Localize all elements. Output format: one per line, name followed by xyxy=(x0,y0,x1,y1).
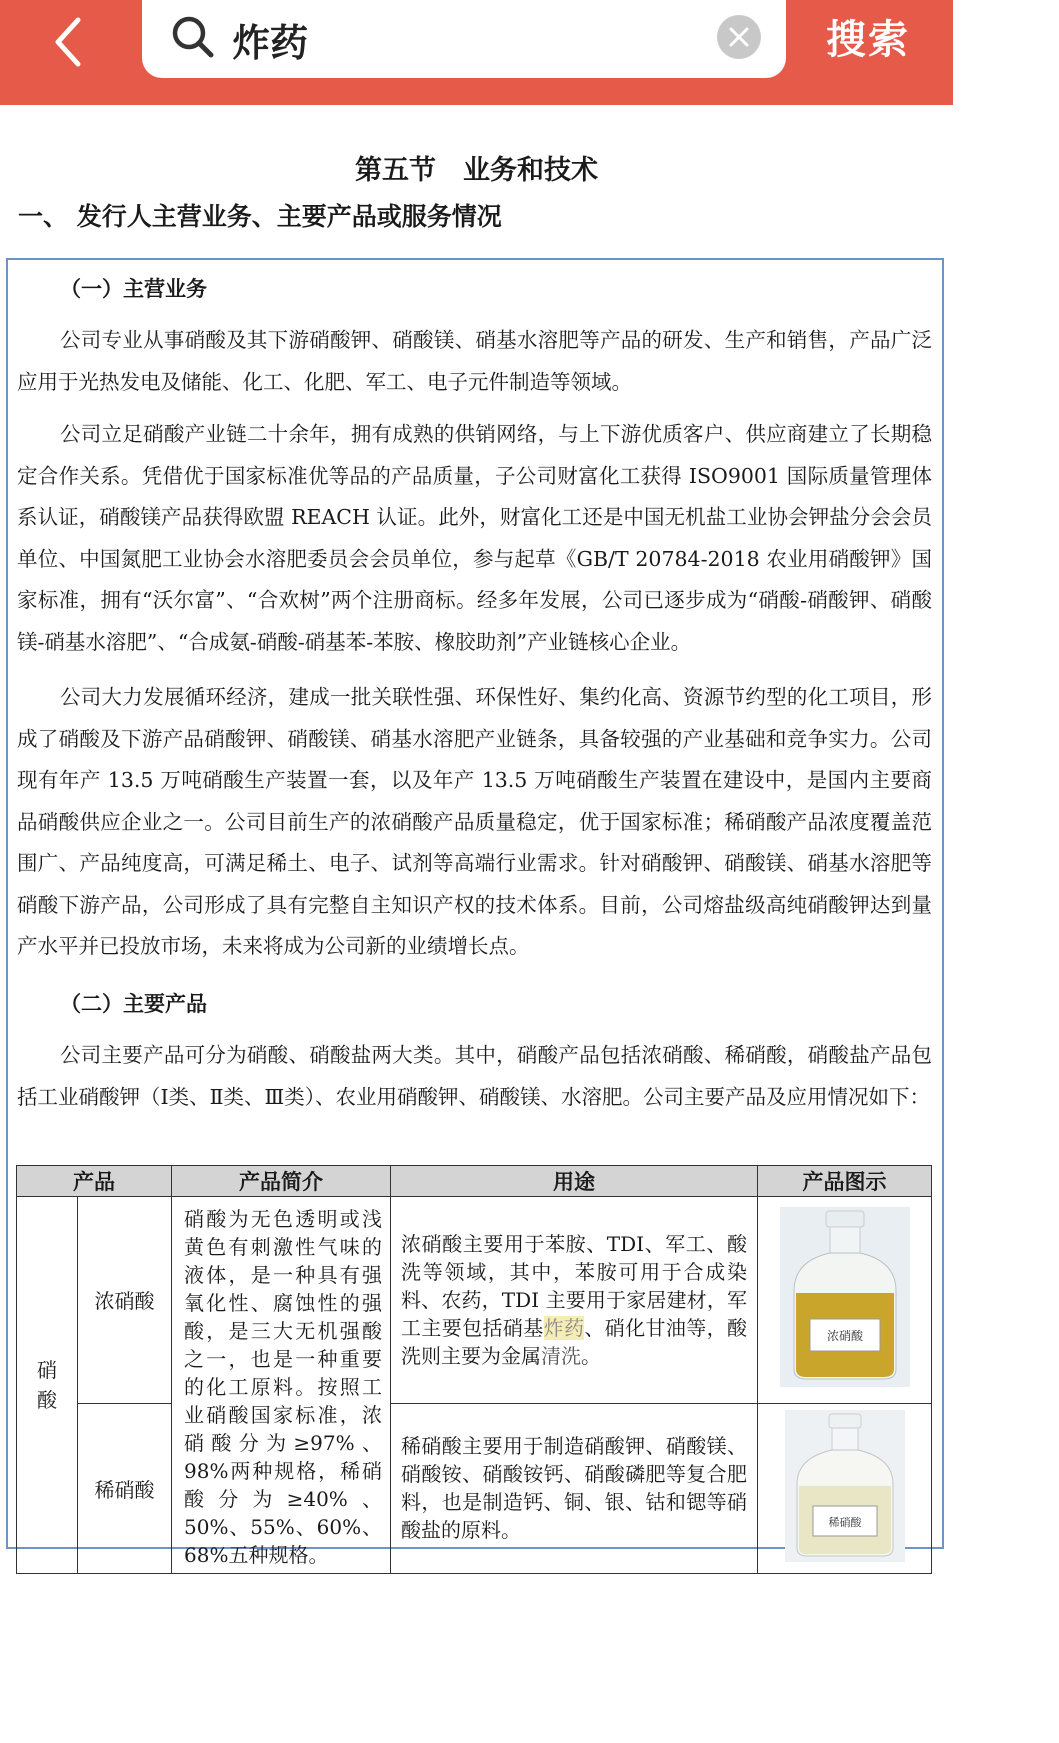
chevron-left-icon xyxy=(40,10,100,74)
section-title: 第五节 业务和技术 xyxy=(355,155,598,186)
clear-button[interactable] xyxy=(717,15,761,59)
header-description: 产品简介 xyxy=(172,1166,391,1197)
search-icon xyxy=(170,14,216,60)
product-name: 浓硝酸 xyxy=(78,1197,172,1404)
search-box xyxy=(142,0,786,78)
paragraph: 公司立足硝酸产业链二十余年，拥有成熟的供销网络，与上下游优质客户、供应商建立了长期稳定合作关系。凭借优于国家标准优等品的产品质量，子公司财富化工获得 ISO9001 国际质量管理体系认证，硝酸镁产品获得欧盟 REACH 认证。此外，财富化工还是中国无机盐工业协会钾盐分会会员单位、中国氮肥工业协会水溶肥委员会会员单位，参与起草《GB/T 20784-2018 农业用硝酸钾》国家标准，拥有“沃尔富”、“合欢树”两个注册商标。经多年发展，公司已逐步成为“硝酸-硝酸钾、硝酸镁-硝基水溶肥”、“合成氨-硝酸-硝基苯-苯胺、橡胶助剂”产业链核心企业。 xyxy=(17,422,932,654)
header-image: 产品图示 xyxy=(758,1166,932,1197)
product-image-cell xyxy=(758,1403,932,1573)
usage-text: 清洗 xyxy=(541,1343,581,1368)
search-header xyxy=(0,0,953,105)
bottle-label: 稀硝酸 xyxy=(828,1515,861,1529)
usage-text: 。 xyxy=(581,1343,601,1368)
product-image-cell xyxy=(758,1197,932,1404)
product-name: 稀硝酸 xyxy=(78,1403,172,1573)
product-table xyxy=(16,1165,932,1574)
paragraph: 公司大力发展循环经济，建成一批关联性强、环保性好、集约化高、资源节约型的化工项目，形成了硝酸及下游产品硝酸钾、硝酸镁、硝基水溶肥产业链条，具备较强的产业基础和竞争实力。公司现有年产 13.5 万吨硝酸生产装置一套，以及年产 13.5 万吨硝酸生产装置在建设中，是国内主要商品硝酸供应企业之一。公司目前生产的浓硝酸产品质量稳定，优于国家标准；稀硝酸产品浓度覆盖范围广、产品纯度高，可满足稀土、电子、试剂等高端行业需求。针对硝酸钾、硝酸镁、硝基水溶肥等硝酸下游产品，公司形成了具有完整自主知识产权的技术体系。目前，公司熔盐级高纯硝酸钾达到量产水平并已投放市场，未来将成为公司新的业绩增长点。 xyxy=(17,685,932,958)
product-usage xyxy=(391,1197,758,1404)
close-icon xyxy=(717,15,761,59)
subheading-main-business: （一）主营业务 xyxy=(60,276,207,301)
header-product: 产品 xyxy=(17,1166,172,1197)
paragraph: 公司主要产品可分为硝酸、硝酸盐两大类。其中，硝酸产品包括浓硝酸、稀硝酸，硝酸盐产品包括工业硝酸钾（Ⅰ类、Ⅱ类、Ⅲ类）、农业用硝酸钾、硝酸镁、水溶肥。公司主要产品及应用情况如下： xyxy=(17,1043,932,1109)
back-button[interactable] xyxy=(40,10,100,74)
table-row xyxy=(17,1403,932,1573)
search-input[interactable] xyxy=(230,10,754,68)
bottle-image xyxy=(780,1207,910,1387)
chapter-title: 一、 发行人主营业务、主要产品或服务情况 xyxy=(18,202,502,231)
bottle-label: 浓硝酸 xyxy=(826,1329,863,1344)
search-button[interactable]: 搜索 xyxy=(826,17,910,63)
header-usage: 用途 xyxy=(391,1166,758,1197)
usage-text: 浓硝酸主要用于苯胺、TDI、军工、酸洗等领域，其中，苯胺可用于合成染料、农药，TDI 主要用于家居建材，军工主要包括硝基 xyxy=(401,1231,747,1340)
product-description: 硝酸为无色透明或浅黄色有刺激性气味的液体，是一种具有强氧化性、腐蚀性的强酸，是三大无机强酸之一，也是一种重要的化工原料。按照工业硝酸国家标准，浓硝酸分为≥97%、98%两种规格，稀硝酸分为≥40%、50%、55%、60%、68%五种规格。 xyxy=(172,1197,391,1574)
category-cell xyxy=(17,1197,78,1574)
table-row xyxy=(17,1197,932,1404)
search-highlight: 炸药 xyxy=(543,1315,585,1340)
usage-text: 、硝化甘油等，酸洗则主要为金属 xyxy=(401,1315,747,1368)
category-label: 硝 酸 xyxy=(37,1358,57,1412)
bottle-image xyxy=(785,1410,905,1562)
table-header-row xyxy=(17,1166,932,1197)
product-usage: 稀硝酸主要用于制造硝酸钾、硝酸镁、硝酸铵、硝酸铵钙、硝酸磷肥等复合肥料，也是制造钙、铜、银、钴和锶等硝酸盐的原料。 xyxy=(391,1403,758,1573)
subheading-main-products: （二）主要产品 xyxy=(60,991,207,1016)
paragraph: 公司专业从事硝酸及其下游硝酸钾、硝酸镁、硝基水溶肥等产品的研发、生产和销售，产品广泛应用于光热发电及储能、化工、化肥、军工、电子元件制造等领域。 xyxy=(17,328,932,394)
